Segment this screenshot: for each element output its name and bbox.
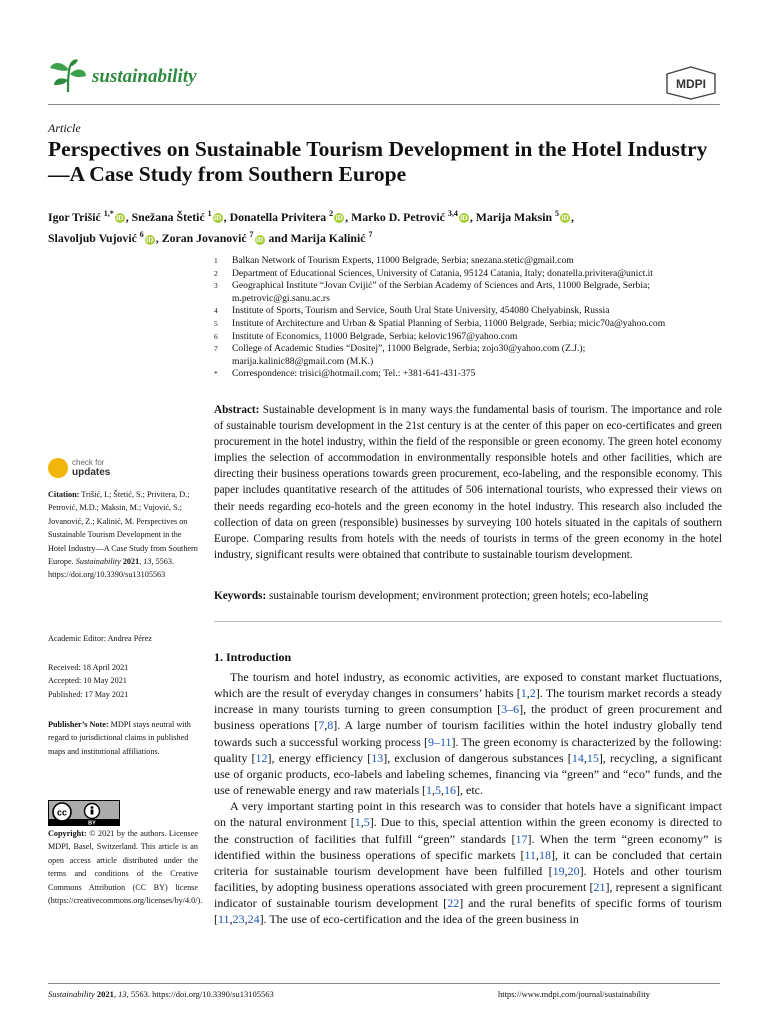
orcid-icon[interactable]: iD (460, 214, 468, 223)
orcid-icon[interactable]: iD (256, 235, 264, 244)
copyright-label: Copyright: (48, 829, 87, 838)
abstract (214, 402, 722, 563)
citation-label: Citation: (48, 490, 80, 499)
paragraph-text: ] and the rural benefits of specific forms of tourism [ (214, 896, 722, 927)
citation-link[interactable]: 3–6 (501, 702, 520, 717)
citation-link[interactable]: 17 (515, 831, 528, 846)
author-affil-mark: 2 (329, 209, 334, 218)
paragraph-text: ]. The tourism market records a steady increase in many tourists turning to green consumption [ (214, 686, 722, 717)
abstract-divider (214, 621, 722, 622)
author-affil-mark: 5 (555, 209, 560, 218)
footer-divider (48, 983, 720, 984)
affiliation-number (214, 293, 232, 306)
citation-block: Citation: Trišić, I.; Štetić, S.; Privitera, D.; Petrović, M.D.; Maksin, M.; Vujović, S.; Jovanović, Z.; Kalinić, M. Perspectives on Sustainable Tourism Development in the Hotel Industry—A Case Study from Southern Europe. Sustainability 2021, 13, 5563. https://doi.org/10.3390/su13105563 (48, 490, 198, 580)
author-name: Donatella Privitera (229, 209, 327, 224)
affiliation-text: Balkan Network of Tourism Experts, 11000 Belgrade, Serbia; snezana.stetic@gmail.com (232, 255, 574, 266)
citation-link[interactable]: 21 (593, 880, 606, 895)
header-divider (48, 104, 720, 105)
published-date: Published: 17 May 2021 (48, 689, 129, 699)
author-affil-mark: 6 (139, 230, 144, 240)
abstract-label: Abstract: (214, 404, 260, 416)
affiliation-item (214, 293, 724, 306)
citation-volume: 13 (143, 557, 152, 567)
affiliation-item (214, 331, 724, 344)
publisher-note-text: MDPI stays neutral with regard to jurisdictional claims in published maps and institutional affiliations. (48, 720, 191, 756)
affiliation-item (214, 356, 724, 369)
paragraph-text: ], the product of green procurement and business operations [ (214, 702, 723, 733)
paragraph-text: , (360, 815, 364, 830)
paragraph-text: , (536, 847, 540, 862)
cc-by-label: BY (88, 820, 96, 826)
keywords (214, 588, 722, 604)
citation-link[interactable]: 11 (218, 912, 230, 927)
copyright-text: © 2021 by the authors. Licensee MDPI, Basel, Switzerland. This article is an open access article distributed under the terms and conditions of the Creative Commons Attribution (CC BY) license (https://creativecommons.org/licenses/by/4.0/). (48, 829, 203, 906)
keywords-text: sustainable tourism development; environment protection; green hotels; eco-labeling (269, 590, 649, 602)
author-name: Marija Maksin (475, 209, 553, 224)
author-name: Marko D. Petrović (351, 209, 445, 224)
citation-link[interactable]: 16 (444, 783, 457, 798)
orcid-icon[interactable]: iD (214, 214, 222, 223)
affiliation-item (214, 305, 724, 318)
affiliation-number: 5 (214, 318, 218, 328)
orcid-icon[interactable]: iD (335, 214, 343, 223)
citation-link[interactable]: 1 (426, 783, 433, 798)
author-list (48, 205, 728, 248)
paragraph-text: , (526, 686, 530, 701)
publisher-note (48, 718, 198, 758)
affiliation-item (214, 255, 724, 268)
citation-link[interactable]: 5 (363, 815, 370, 830)
affiliation-text: Department of Educational Sciences, University of Catania, 95124 Catania, Italy; donatella.privitera@unict.it (232, 267, 653, 279)
footer-volume: 13 (118, 989, 127, 999)
citation-link[interactable]: 8 (327, 718, 334, 733)
citation-link[interactable]: 20 (567, 863, 580, 878)
citation-link[interactable]: 14 (571, 750, 584, 765)
citation-link[interactable]: 1 (520, 686, 527, 701)
citation-link[interactable]: 2 (529, 686, 536, 701)
paragraph-text: ]. Due to this, special attention within the green economy is directed to the construction of facilities that fulfill “green” standards [ (214, 815, 722, 846)
paragraph-text: , (324, 718, 328, 733)
citation-journal: Sustainability (75, 557, 121, 567)
citation-link[interactable]: 19 (552, 863, 565, 878)
footer-doi[interactable]: , 5563. https://doi.org/10.3390/su13105563 (126, 989, 274, 999)
check-for-updates-button[interactable] (48, 456, 138, 482)
paragraph-text: , (564, 863, 568, 878)
affiliation-item (214, 368, 724, 381)
affiliation-text: Institute of Economics, 11000 Belgrade, Serbia; kelovic1967@yahoo.com (232, 330, 518, 342)
affiliation-text: Institute of Sports, Tourism and Service, South Ural State University, 454080 Chelyabinsk, Russia (232, 305, 610, 317)
paragraph (214, 669, 722, 798)
citation-link[interactable]: 18 (539, 847, 552, 862)
author-affil-mark: 7 (368, 230, 373, 240)
journal-logo-icon (48, 58, 88, 94)
author-affil-mark: 7 (249, 230, 254, 240)
paragraph-text: ]. The green economy is characterized by the following: quality [ (214, 734, 722, 765)
paragraph-text: , (432, 783, 436, 798)
academic-editor: Academic Editor: Andrea Pérez (48, 634, 152, 643)
citation-link[interactable]: 5 (435, 783, 442, 798)
affiliation-list (214, 255, 724, 381)
author-conjunction: and (268, 231, 288, 246)
paragraph-text: ], exclusion of dangerous substances [ (383, 750, 572, 765)
paragraph-text: ]. The use of eco-certification and the idea of the green business in (259, 912, 579, 927)
citation-link[interactable]: 24 (247, 912, 260, 927)
author-affil-mark: 1 (207, 209, 212, 218)
publication-dates (48, 661, 198, 701)
affiliation-item (214, 318, 724, 331)
citation-link[interactable]: 11 (524, 847, 537, 862)
affiliation-text: marija.kalinic88@gmail.com (M.K.) (232, 355, 374, 367)
abstract-text: Sustainable development is in many ways the fundamental basis of tourism. The importance and role of sustainable tourism development in the 21st century is at the center of this paper on eco-certificates and green procurement in the hotel industry, within the field of the responsible or green economy. The green hotel economy implies the selection of accommodation in environmentally responsible hotels and other facilities, which are directing their business operations towards green procurement, eco-labeling, and the responsible economy. This paper includes quantitative research of the attitudes of 506 international tourists, who expressed their views on their needs regarding eco-hotels and the green economy in the hotel industry. This research also included the collection of data on green (responsible) businesses by surveying 100 hotels situated in the capitals of southern Europe. Comparing results from hotels with the needs of tourists in terms of the green economy in the hotel industry, significant results were obtained that contribute to sustainable tourism development. (214, 404, 723, 561)
section-body (214, 669, 722, 928)
affiliation-text: Correspondence: trisici@hotmail.com; Tel.: +381-641-431-375 (232, 368, 476, 380)
paragraph-text: ], recycling, a significant use of organic products, eco-labels and labeling schemes, financing via “green” and “eco” funds, and the use of renewable energy and raw materials [ (214, 750, 722, 798)
affiliation-number: * (214, 369, 218, 379)
keywords-label: Keywords: (214, 590, 267, 602)
author-name: Marija Kalinić (290, 231, 366, 246)
publisher-name: MDPI (676, 77, 706, 91)
paragraph-text: ], energy efficiency [ (267, 750, 372, 765)
check-updates-label: updates (72, 467, 111, 478)
paragraph-text: ], represent a significant indicator of sustainable tourism development [ (214, 880, 722, 911)
affiliation-text: Geographical Institute “Jovan Cvijić” of the Serbian Academy of Sciences and Arts, 11000 Belgrade, Serbia; (232, 280, 650, 292)
svg-text:cc: cc (56, 807, 68, 818)
footer-journal-url[interactable]: https://www.mdpi.com/journal/sustainability (498, 989, 650, 999)
author-name: Igor Trišić (48, 209, 101, 224)
paragraph-text: ], etc. (456, 783, 483, 798)
paragraph-text: , (244, 912, 248, 927)
article-type: Article (48, 121, 81, 135)
author-line-2: Slavoljub Vujović $^6$iD , Zoran Jovanović $^7$iD and Marija Kalinić $^7$ (48, 230, 373, 246)
check-updates-label: check for (72, 458, 105, 467)
citation-link[interactable]: 12 (255, 750, 268, 765)
affiliation-item (214, 343, 724, 356)
cc-by-license-icon[interactable] (48, 800, 120, 826)
citation-link[interactable]: 7 (318, 718, 325, 733)
author-name: Zoran Jovanović (161, 231, 247, 246)
author-affil-mark: 1,* (103, 209, 114, 218)
mdpi-logo-icon (664, 66, 718, 100)
affiliation-text: Institute of Architecture and Urban & Spatial Planning of Serbia, 11000 Belgrade, Serbia; micic70a@yahoo.com (232, 317, 666, 329)
citation-doi[interactable]: , 5563. https://doi.org/10.3390/su13105563 (48, 557, 174, 580)
paper-title: Perspectives on Sustainable Tourism Development in the Hotel Industry—A Case Study from Southern Europe (48, 137, 708, 186)
copyright-block (48, 827, 203, 907)
affiliation-number (214, 356, 232, 369)
paragraph-text: ]. When the term “green economy” is identified within the business operations of specific markets [ (214, 831, 723, 862)
paragraph-text: , (441, 783, 445, 798)
orcid-icon[interactable]: iD (116, 214, 124, 223)
paragraph-text: ], it can be concluded that certain criteria for sustainable tourism development have been fulfilled [ (214, 847, 722, 878)
orcid-icon[interactable]: iD (561, 214, 569, 223)
citation-link[interactable]: 1 (354, 815, 361, 830)
citation-year: 2021 (122, 557, 140, 567)
received-date: Received: 18 April 2021 (48, 663, 129, 672)
affiliation-text: m.petrovic@gi.sanu.ac.rs (232, 292, 330, 304)
author-line-1: Igor Trišić $^{1,*}$iD , Snežana Štetić $^1$iD , Donatella Privitera $^2$iD , Marko D. Petrović $^{3,4}$iD , Marija Maksin $^5$iD , (48, 209, 574, 224)
paragraph-text: , (229, 912, 233, 927)
citation-link[interactable]: 15 (586, 750, 599, 765)
affiliation-number: 4 (214, 306, 218, 316)
paragraph-text: ]. A large number of tourism facilities within the hotel industry globally tend towards such a successful working process [ (214, 718, 722, 749)
footer-citation: Sustainability 2021, 13, 5563. https://doi.org/10.3390/su13105563 (48, 989, 274, 999)
affiliation-item (214, 280, 724, 293)
accepted-date: Accepted: 10 May 2021 (48, 676, 127, 686)
citation-link[interactable]: 13 (371, 750, 384, 765)
check-updates-icon (48, 458, 68, 478)
orcid-icon[interactable]: iD (146, 235, 154, 244)
publisher-note-label: Publisher’s Note: (48, 720, 109, 729)
footer-journal: Sustainability (48, 989, 95, 999)
section-heading: 1. Introduction (214, 650, 292, 664)
author-affil-mark: 3,4 (447, 209, 458, 218)
affiliation-number: 3 (214, 281, 218, 291)
affiliation-number: 1 (214, 256, 218, 265)
affiliation-item (214, 268, 724, 281)
affiliation-number: 6 (214, 331, 218, 341)
affiliation-number: 2 (214, 268, 218, 278)
paragraph (214, 798, 722, 927)
citation-link[interactable]: 9–11 (427, 734, 452, 749)
citation-link[interactable]: 23 (232, 912, 245, 927)
affiliation-number: 7 (214, 344, 218, 354)
author-name: Snežana Štetić (131, 209, 205, 224)
paragraph-text: A very important starting point in this research was to consider that hotels have a significant impact on the natural environment [ (214, 799, 722, 830)
citation-link[interactable]: 22 (447, 896, 460, 911)
paragraph-text: ]. Hotels and other tourism facilities, by adopting business operations associated with green procurement [ (214, 863, 722, 895)
affiliation-text: College of Academic Studies “Dositej”, 11000 Belgrade, Serbia; zojo30@yahoo.com (Z.J.); (232, 343, 586, 355)
footer-year: 2021 (96, 989, 114, 999)
author-name: Slavoljub Vujović (48, 231, 137, 246)
journal-name: sustainability (92, 66, 197, 87)
paragraph-text: , (583, 750, 587, 765)
paragraph-text: The tourism and hotel industry, as economic activities, are exposed to constant market fluctuations, which are the result of everyday changes in consumers’ habits [ (214, 670, 722, 701)
citation-text: Trišić, I.; Štetić, S.; Privitera, D.; Petrović, M.D.; Maksin, M.; Vujović, S.; Jovanović, Z.; Kalinić, M. Perspectives on Sustainable Tourism Development in the Hotel Industry—A Case Study from Southern Europe. (48, 490, 198, 567)
